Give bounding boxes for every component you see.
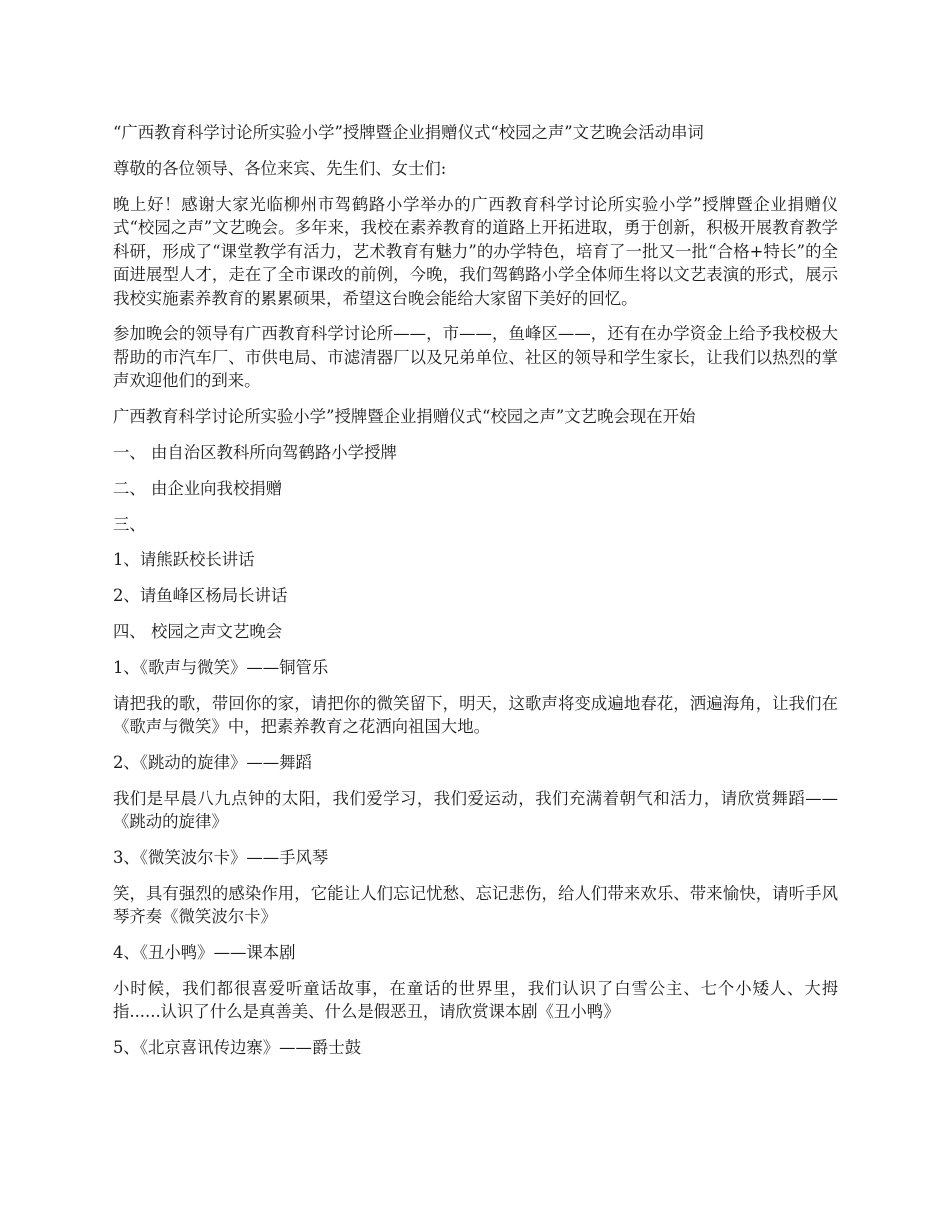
program-4-intro: 小时候，我们都很喜爱听童话故事，在童话的世界里，我们认识了白雪公主、七个小矮人、大拇指......认识了什么是真善美、什么是假恶丑，请欣赏课本剧《丑小鸭》 (113, 978, 838, 1022)
program-3-intro: 笑，具有强烈的感染作用，它能让人们忘记忧愁、忘记悲伤，给人们带来欢乐、带来愉快，请听手风琴齐奏《微笑波尔卡》 (113, 883, 838, 927)
program-4-title: 4、《丑小鸭》——课本剧 (113, 943, 296, 963)
agenda-item-2: 二、 由企业向我校捐赠 (113, 478, 283, 498)
speech-1: 1、请熊跃校长讲话 (113, 550, 255, 570)
guests-paragraph: 参加晚会的领导有广西教育科学讨论所——，市——，鱼峰区——，还有在办学资金上给予我校极大帮助的市汽车厂、市供电局、市滤清器厂以及兄弟单位、社区的领导和学生家长，让我们以热烈的掌声欢迎他们的到来。 (113, 324, 838, 391)
program-5-title: 5、《北京喜讯传边寨》——爵士鼓 (113, 1038, 362, 1058)
start-announcement: 广西教育科学讨论所实验小学”授牌暨企业捐赠仪式“校园之声”文艺晚会现在开始 (113, 407, 696, 427)
agenda-item-3: 三、 (113, 514, 146, 534)
document-page (113, 121, 838, 1072)
program-1-intro: 请把我的歌，带回你的家，请把你的微笑留下，明天，这歌声将变成遍地春花，洒遍海角，让我们在《歌声与微笑》中，把素养教育之花洒向祖国大地。 (113, 693, 838, 737)
agenda-item-1: 一、 由自治区教科所向驾鹤路小学授牌 (113, 442, 397, 462)
program-2-intro: 我们是早晨八九点钟的太阳，我们爱学习，我们爱运动，我们充满着朝气和活力，请欣赏舞蹈——《跳动的旋律》 (113, 788, 838, 832)
program-2-title: 2、《跳动的旋律》——舞蹈 (113, 752, 312, 772)
salutation: 尊敬的各位领导、各位来宾、先生们、女士们: (113, 158, 447, 178)
program-3-title: 3、《微笑波尔卡》——手风琴 (113, 847, 329, 867)
program-1-title: 1、《歌声与微笑》——铜管乐 (113, 657, 329, 677)
agenda-item-4: 四、 校园之声文艺晚会 (113, 621, 283, 641)
speech-2: 2、请鱼峰区杨局长讲话 (113, 586, 288, 606)
document-title: “广西教育科学讨论所实验小学”授牌暨企业捐赠仪式“校园之声”文艺晚会活动串词 (113, 123, 704, 142)
opening-paragraph: 晚上好！感谢大家光临柳州市驾鹤路小学举办的广西教育科学讨论所实验小学”授牌暨企业捐赠仪式“校园之声”文艺晚会。多年来，我校在素养教育的道路上开拓进取，勇于创新，积极开展教育教学科研，形成了“课堂教学有活力，艺术教育有魅力”的办学特色，培育了一批又一批“合格+特长”的全面进展型人才，走在了全市课改的前例，今晚，我们驾鹤路小学全体师生将以文艺表演的形式，展示我校实施素养教育的累累硕果，希望这台晚会能给大家留下美好的回忆。 (113, 194, 838, 308)
